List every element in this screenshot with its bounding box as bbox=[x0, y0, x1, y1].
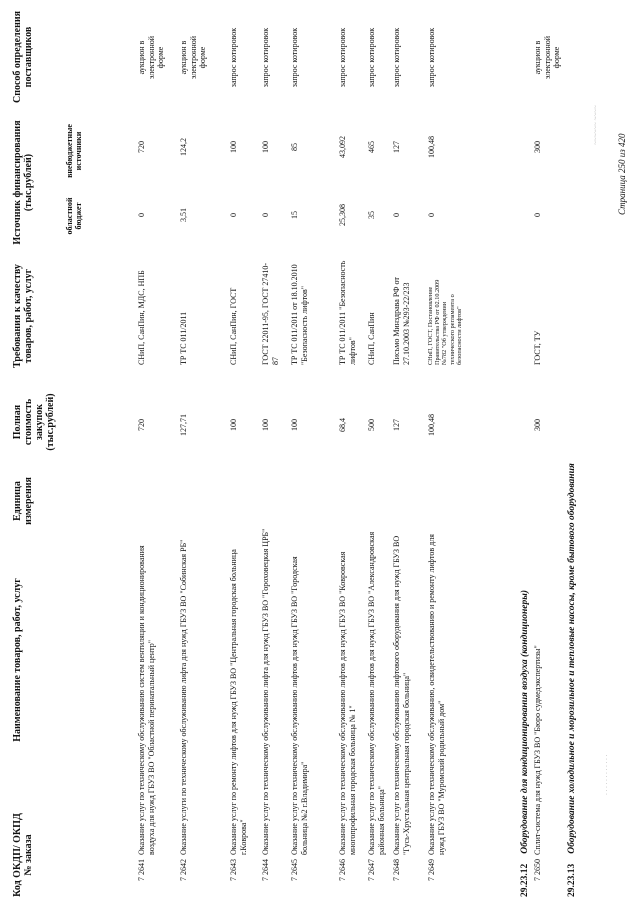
row-method: запрос котировок bbox=[290, 27, 299, 88]
row-name: Оказание услуг по техническому обслуживанию лифта для нужд ГБУЗ ВО "Гороховецкая ЦРБ" bbox=[261, 528, 270, 855]
row-method: запрос котировок bbox=[392, 27, 401, 88]
row-cost: 68,4 bbox=[338, 418, 347, 432]
row-name: Оказание услуг по техническому обслуживанию лифтов для нужд ГБУЗ ВО "Ковровская многопрофильная городская больница № 1" bbox=[338, 551, 357, 855]
bleed-through-text: ~~~~~~ ~~~~ bbox=[592, 105, 600, 145]
row-name: Оказание услуг по ремонту лифтов для нужд ГБУЗ ВО "Центральная городская больница г.Коврова" bbox=[229, 549, 248, 855]
row-cost: 300 bbox=[533, 419, 542, 431]
row-funding-regional: 25,308 bbox=[338, 204, 347, 226]
row-cost: 720 bbox=[137, 419, 146, 431]
row-method: аукцион в электронной форме bbox=[179, 35, 207, 80]
row-cost: 100 bbox=[229, 419, 238, 431]
row-name: Сплит-система для нужд ГБУЗ ВО "Бюро судмедэкспертизы" bbox=[533, 645, 542, 855]
row-code: 7 2650 bbox=[533, 859, 542, 881]
section-heading bbox=[567, 463, 577, 897]
row-code: 7 2646 bbox=[338, 859, 347, 881]
row-cost: 127,71 bbox=[179, 414, 188, 436]
row-cost: 100 bbox=[261, 419, 270, 431]
row-code: 7 2642 bbox=[179, 859, 188, 881]
row-code: 7 2641 bbox=[137, 859, 146, 881]
row-requirements: ТР ТС 011/2011 "Безопасность лифтов" bbox=[338, 260, 357, 365]
row-funding-regional: 35 bbox=[367, 211, 376, 219]
row-code: 7 2644 bbox=[261, 859, 270, 881]
header-funding-regional: областной бюджет bbox=[65, 197, 83, 235]
row-funding-regional: 0 bbox=[261, 213, 270, 217]
row-name: Оказание услуг по техническому обслуживанию лифтов для нужд ГБУЗ ВО "Городская больница №2 г.Владимира" bbox=[290, 556, 309, 855]
section-title: Оборудование для кондиционирования воздуха (кондиционеры) bbox=[520, 590, 530, 854]
row-cost: 500 bbox=[367, 419, 376, 431]
header-funding: Источник финансирования (тыс.рублей) bbox=[12, 120, 34, 245]
row-code: 7 2643 bbox=[229, 859, 238, 881]
row-name: Оказание услуг по техническому обслуживанию систем вентиляции и кондиционирования воздуха для нужд ГБУЗ ВО "Областной перинатальный центр" bbox=[137, 545, 156, 855]
row-funding-extra: 43,092 bbox=[338, 136, 347, 158]
row-funding-extra: 127 bbox=[392, 141, 401, 153]
row-requirements: ТР ТС 011/2011 bbox=[179, 311, 188, 365]
row-requirements: СНиП, СанПин, ГОСТ bbox=[229, 287, 238, 365]
row-funding-extra: 124,2 bbox=[179, 138, 188, 156]
row-requirements: СНиП, СанПин bbox=[367, 312, 376, 365]
row-funding-regional: 3,51 bbox=[179, 208, 188, 222]
row-requirements: Письмо Минздрава РФ от 27.10.2003 №293-22/233 bbox=[392, 277, 411, 365]
row-funding-extra: 720 bbox=[137, 141, 146, 153]
row-method: запрос котировок bbox=[427, 27, 436, 88]
row-method: запрос котировок bbox=[367, 27, 376, 88]
row-code: 7 2645 bbox=[290, 859, 299, 881]
row-name: Оказание услуг по техническому обслуживанию лифтов для нужд ГБУЗ ВО "Александровская районная больница" bbox=[367, 531, 386, 855]
row-method: запрос котировок bbox=[229, 27, 238, 88]
section-title: Оборудование холодильное и морозильное и тепловые насосы, кроме бытового оборудования bbox=[567, 463, 577, 854]
row-code: 7 2648 bbox=[392, 859, 401, 881]
row-funding-extra: 100 bbox=[261, 141, 270, 153]
row-funding-regional: 15 bbox=[290, 211, 299, 219]
header-requirements: Требования к качеству товаров, работ, услуг bbox=[12, 264, 34, 368]
row-name: Оказание услуги по техническому обслуживанию лифта для нужд ГБУЗ ВО "Собинская РБ" bbox=[179, 539, 188, 855]
row-funding-extra: 300 bbox=[533, 141, 542, 153]
section-code: 29.23.12 bbox=[520, 863, 530, 897]
row-funding-regional: 0 bbox=[533, 213, 542, 217]
page-number: Страница 250 из 420 bbox=[617, 133, 627, 215]
row-funding-regional: 0 bbox=[392, 213, 401, 217]
row-cost: 100 bbox=[290, 419, 299, 431]
row-requirements: СНиП, СанПин, МДС, НПБ bbox=[137, 270, 146, 365]
row-code: 7 2649 bbox=[427, 859, 436, 881]
row-requirements: ГОСТ 22011-95, ГОСТ 27410-87 bbox=[261, 262, 280, 365]
header-unit: Единица измерения bbox=[12, 477, 34, 525]
section-code: 29.23.13 bbox=[567, 863, 577, 897]
row-cost: 127 bbox=[392, 419, 401, 431]
row-code: 7 2647 bbox=[367, 859, 376, 881]
row-cost: 100,48 bbox=[427, 414, 436, 436]
row-funding-extra: 100,48 bbox=[427, 136, 436, 158]
row-requirements: ТР ТС 011/2011 от 18.10.2010 "Безопасность лифтов" bbox=[290, 264, 309, 365]
row-funding-regional: 0 bbox=[137, 213, 146, 217]
row-method: аукцион в электронной форме bbox=[533, 35, 561, 80]
row-method: запрос котировок bbox=[338, 27, 347, 88]
row-requirements: ГОСТ, ТУ bbox=[533, 330, 542, 365]
row-funding-regional: 0 bbox=[229, 213, 238, 217]
row-requirements: СНиП, ГОСТ, Постановление Правительства РФ от 02.10.2009 №782 "Об утверждении технического регламента о безопасности лифтов" bbox=[427, 279, 463, 365]
row-funding-extra: 100 bbox=[229, 141, 238, 153]
row-method: аукцион в электронной форме bbox=[137, 35, 165, 80]
row-funding-regional: 0 bbox=[427, 213, 436, 217]
row-funding-extra: 85 bbox=[290, 143, 299, 151]
header-code: Код ОКДП/ ОКПД № заказа bbox=[12, 813, 34, 897]
header-name: Наименование товаров, работ, услуг bbox=[12, 578, 23, 742]
bleed-through-text: · · · · · · · · · · · · bbox=[603, 754, 611, 795]
row-name: Оказание услуг по техническому обслуживанию лифтового оборудования для нужд ГБУЗ ВО "Гусь-Хрустальная центральная городская больница" bbox=[392, 535, 411, 855]
row-method: запрос котировок bbox=[261, 27, 270, 88]
header-cost: Полная стоимость закупок (тыс.рублей) bbox=[12, 393, 56, 451]
row-funding-extra: 465 bbox=[367, 141, 376, 153]
section-heading bbox=[520, 590, 530, 897]
header-funding-extra: внебюджетные источники bbox=[65, 124, 83, 178]
row-name: Оказание услуг по техническому обслуживанию, освидетельствованию и ремонту лифтов для нужд ГБУЗ ВО "Муромский родильный дом" bbox=[427, 534, 446, 855]
header-method: Способ определения поставщиков bbox=[12, 10, 34, 104]
